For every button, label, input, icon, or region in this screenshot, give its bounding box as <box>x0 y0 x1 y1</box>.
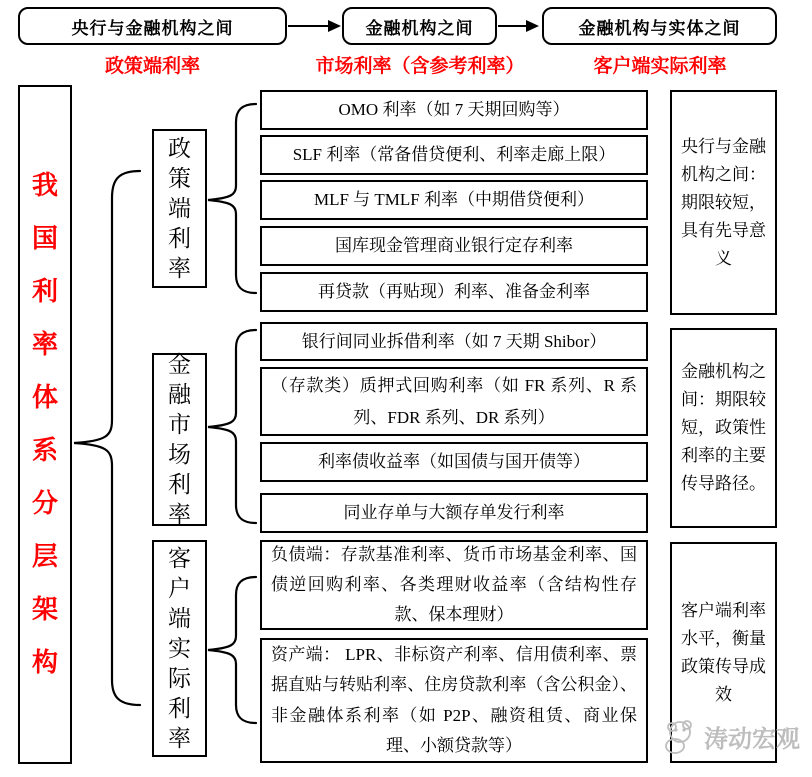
vertical-char: 策 <box>168 166 191 191</box>
rate-box-label: 国库现金管理商业银行定存利率 <box>335 236 573 256</box>
rate-box-asset-side <box>260 638 648 763</box>
rate-box-relending-rediscount <box>260 272 648 312</box>
panda-logo-icon <box>660 715 700 757</box>
vertical-char: 利 <box>31 277 58 306</box>
vertical-char: 利 <box>168 472 191 497</box>
rate-box-label: 负债端：存款基准利率、货币市场基金利率、国债逆回购利率、各类理财收益率（含结构性存款、保本理财） <box>271 544 637 625</box>
rate-box-label: MLF 与 TMLF 利率（中期借贷便利） <box>313 190 595 210</box>
flow-sublabel-policy: 政策端利率 <box>104 56 200 77</box>
vertical-char: 利 <box>168 696 191 721</box>
vertical-char: 户 <box>168 576 191 601</box>
vertical-char: 率 <box>168 502 191 527</box>
rate-box-label: （存款类）质押式回购利率（如 FR 系列、R 系列、FDR 系列、DR 系列） <box>271 376 637 427</box>
flow-node-label: 金融机构之间 <box>365 18 474 38</box>
note-text: 央行与金融机构之间：期限较短，具有先导意义 <box>681 136 766 268</box>
vertical-char: 架 <box>31 595 58 624</box>
flow-sublabel-client: 客户端实际利率 <box>593 56 727 77</box>
vertical-char: 实 <box>168 636 191 661</box>
rate-box-treasury-cash-deposit <box>260 226 648 266</box>
rate-box-label: 利率债收益率（如国债与国开债等） <box>318 452 590 472</box>
vertical-char: 际 <box>168 666 191 691</box>
vertical-char: 率 <box>31 330 58 359</box>
vertical-char: 构 <box>31 648 58 677</box>
note-box-central-bank <box>670 90 777 315</box>
category-box-policy-rates <box>152 129 207 288</box>
vertical-char: 层 <box>31 542 58 571</box>
vertical-char: 我 <box>31 171 58 200</box>
rate-box-label: SLF 利率（常备借贷便利、利率走廊上限） <box>292 145 616 165</box>
watermark <box>660 712 805 760</box>
vertical-char: 体 <box>31 383 58 412</box>
flow-node-label: 金融机构与实体之间 <box>578 18 741 38</box>
flow-node-interbank <box>342 7 497 45</box>
rate-box-rate-bond-yield <box>260 442 648 482</box>
vertical-char: 国 <box>31 224 58 253</box>
vertical-char: 政 <box>168 136 191 161</box>
rate-box-label: 同业存单与大额存单发行利率 <box>343 503 565 523</box>
rate-box-slf <box>260 135 648 175</box>
note-box-interbank <box>670 328 777 528</box>
category-box-financial-market-rates <box>152 353 207 526</box>
vertical-char: 利 <box>168 226 191 251</box>
brace-group-3 <box>208 577 256 723</box>
flow-sublabel-market: 市场利率（含参考利率） <box>315 56 525 77</box>
brace-group-2 <box>208 330 256 523</box>
brace-group-1 <box>208 104 256 293</box>
vertical-char: 端 <box>168 196 191 221</box>
rate-box-ncd-cd-issuance <box>260 493 648 533</box>
flow-node-central-bank <box>18 7 287 45</box>
rate-box-omo <box>260 90 648 130</box>
vertical-char: 客 <box>168 546 191 571</box>
rate-box-interbank-lending-shibor <box>260 322 648 361</box>
vertical-char: 端 <box>168 606 191 631</box>
flow-arrow-2 <box>498 20 539 32</box>
rate-box-label: 资产端： LPR、非标资产利率、信用债利率、票据直贴与转贴利率、住房贷款利率（含公积金）、非金融体系利率（如 P2P、融资租赁、商业保理、小额贷款等） <box>271 645 637 755</box>
rate-box-label: 银行间同业拆借利率（如 7 天期 Shibor） <box>301 331 607 351</box>
vertical-char: 率 <box>168 256 191 281</box>
note-text: 客户端利率水平，衡量政策传导成效 <box>681 600 766 704</box>
rate-box-mlf-tmlf <box>260 180 648 220</box>
vertical-char: 金 <box>168 352 191 377</box>
vertical-char: 融 <box>168 382 191 407</box>
flow-node-entity <box>542 7 777 45</box>
rate-box-label: 再贷款（再贴现）利率、准备金利率 <box>318 282 590 302</box>
rate-box-pledged-repo <box>260 367 648 436</box>
flow-arrow-1 <box>288 20 341 32</box>
vertical-char: 率 <box>168 726 191 751</box>
vertical-char: 分 <box>31 489 58 518</box>
vertical-char: 场 <box>168 442 191 467</box>
rate-box-liability-side <box>260 540 648 630</box>
watermark-label: 涛动宏观 <box>704 725 800 753</box>
brace-main <box>74 171 140 705</box>
flow-node-label: 央行与金融机构之间 <box>71 18 234 38</box>
side-title-box <box>18 85 72 764</box>
vertical-char: 市 <box>168 412 191 437</box>
rate-box-label: OMO 利率（如 7 天期回购等） <box>338 100 570 120</box>
note-text: 金融机构之间：期限较短，政策性利率的主要传导路径。 <box>681 362 766 493</box>
category-box-client-actual-rates <box>152 540 207 757</box>
vertical-char: 系 <box>31 436 58 465</box>
